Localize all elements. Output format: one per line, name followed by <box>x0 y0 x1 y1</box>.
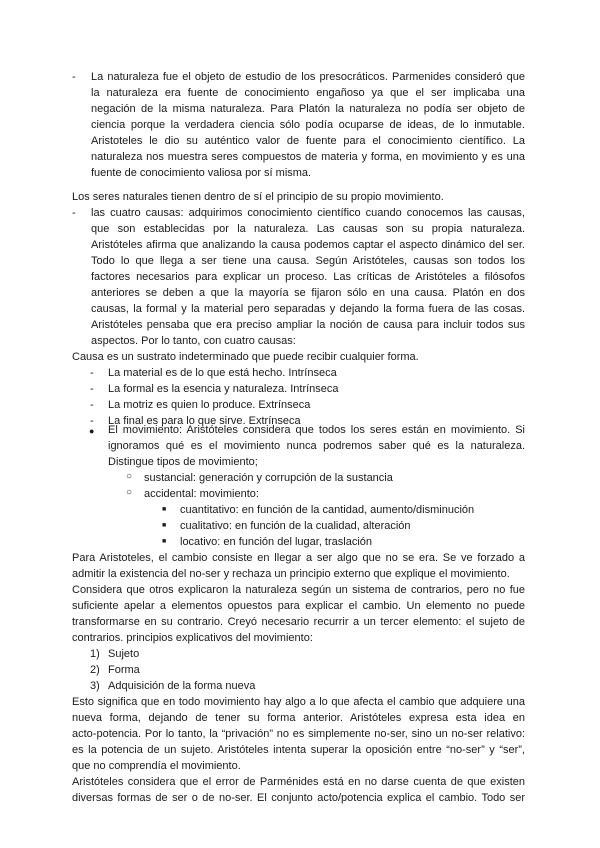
square-bullet-icon: ■ <box>162 506 167 513</box>
text-line: factores necesarios para explicar un proceso. Las críticas de Aristóteles a filósofos <box>91 271 525 283</box>
list-item: La final es para lo que sirve. Extrínseca <box>108 415 301 427</box>
list-item: cualitativo: en función de la cualidad, alteración <box>180 520 411 532</box>
text-line: ignoramos qué es el movimiento nunca podremos saber qué es la naturaleza. <box>108 440 525 452</box>
list-marker: 3) <box>90 680 100 692</box>
text-line: transformarse en su contrario. Creyó necesario recurrir a un tercer elemento: el sujeto de <box>72 616 525 628</box>
list-item: accidental: movimiento: <box>144 488 259 500</box>
text-line: la naturaleza era fuente de conocimiento engañoso ya que el ser implicaba una <box>91 87 525 99</box>
text-line: admitir la existencia del no-ser y rechaza un principio externo que explique el movimiento. <box>72 568 510 580</box>
text-line: causas, la formal y la material pero separadas y dejando la forma fuera de las cosas. <box>91 303 525 315</box>
list-item: La material es de lo que está hecho. Intrínseca <box>108 367 337 379</box>
text-line: ciencia porque la verdadera ciencia sólo podía ocuparse de ideas, de lo inmutable. <box>91 119 525 131</box>
text-line: nueva forma, dejando de tener su forma anterior. Aristóteles expresa esta idea en <box>72 712 525 724</box>
text-line: que no comprendía el movimiento. <box>72 760 241 772</box>
text-line: Esto significa que en todo movimiento hay algo a lo que afecta el cambio que adquiere una <box>72 696 525 708</box>
text-line: fuente de conocimiento valiosa por sí misma. <box>91 167 312 179</box>
list-marker: - <box>90 399 94 411</box>
text-line: Aristóteles considera que el error de Parménides está en no darse cuenta de que existen <box>72 776 525 788</box>
text-line: Aristoteles le dio su auténtico valor de fuente para el conocimiento científico. La <box>91 135 525 147</box>
list-item: Forma <box>108 664 140 676</box>
text-line: aspectos. Por lo tanto, con cuatro causas: <box>91 335 296 347</box>
text-line: Aristóteles pensaba que era preciso ampliar la noción de causa para incluir todos sus <box>91 319 525 331</box>
text-line: suficiente apelar a elementos opuestos para explicar el cambio. Un elemento no puede <box>72 600 525 612</box>
list-marker: - <box>90 415 94 427</box>
text-line: Distingue tipos de movimiento; <box>108 456 258 468</box>
text-line: diversas formas de ser o de no-ser. El conjunto acto/potencia explica el cambio. Todo ser <box>72 792 525 804</box>
list-marker: - <box>72 207 76 219</box>
square-bullet-icon: ■ <box>162 538 167 545</box>
text-line: que son establecidas por la naturaleza. Las causas son su propia naturaleza. <box>91 223 525 235</box>
list-item: cuantitativo: en función de la cantidad, aumento/disminución <box>180 504 475 516</box>
bullet-icon: ● <box>89 426 95 436</box>
text-line: contrarios. principios explicativos del movimiento: <box>72 632 313 644</box>
square-bullet-icon: ■ <box>162 522 167 529</box>
text-line: Aristóteles afirma que analizando la causa podemos captar el aspecto dinámico del ser. <box>91 239 525 251</box>
text-line: El movimiento: Aristóteles considera que todos los seres están en movimiento. Si <box>108 424 525 436</box>
text-line: las cuatro causas: adquirimos conocimiento científico cuando conocemos las causas, <box>91 207 525 219</box>
text-line: La naturaleza fue el objeto de estudio de los presocráticos. Parmenides consideró que <box>91 71 525 83</box>
list-marker: 2) <box>90 664 100 676</box>
list-item: La formal es la esencia y naturaleza. Intrínseca <box>108 383 339 395</box>
text-line: Para Aristoteles, el cambio consiste en llegar a ser algo que no se era. Se ve forzado a <box>72 552 525 564</box>
text-line: Considera que otros explicaron la naturaleza según un sistema de contrarios, pero no fue <box>72 584 525 596</box>
text-line: anteriores se deben a que la mayoría se fijaron sólo en una causa. Platón en dos <box>91 287 525 299</box>
text-line: Los seres naturales tienen dentro de sí el principio de su propio movimiento. <box>72 191 444 203</box>
text-line: Causa es un sustrato indeterminado que puede recibir cualquier forma. <box>72 351 419 363</box>
circle-bullet-icon: ○ <box>126 471 133 482</box>
list-item: locativo: en función del lugar, traslación <box>180 536 373 548</box>
text-line: Todo lo que llega a ser tiene una causa. Según Aristóteles, causas son todos los <box>91 255 525 267</box>
text-line: acto-potencia. Por lo tanto, la “privación” no es simplemente no-ser, sino un no-ser relativo: <box>72 728 525 740</box>
list-marker: - <box>72 71 76 83</box>
text-line: es la potencia de un sujeto. Aristóteles intenta superar la oposición entre “no-ser” y “ser”, <box>72 744 525 756</box>
list-item: Adquisición de la forma nueva <box>108 680 256 692</box>
text-line: negación de la misma naturaleza. Para Platón la naturaleza no podía ser objeto de <box>91 103 525 115</box>
text-line: naturaleza nos muestra seres compuestos de materia y forma, en movimiento y es una <box>91 151 525 163</box>
list-item: sustancial: generación y corrupción de la sustancia <box>144 472 393 484</box>
list-marker: - <box>90 367 94 379</box>
list-marker: 1) <box>90 648 100 660</box>
list-item: Sujeto <box>108 648 140 660</box>
list-marker: - <box>90 383 94 395</box>
list-item: La motriz es quien lo produce. Extrínseca <box>108 399 311 411</box>
circle-bullet-icon: ○ <box>126 487 133 498</box>
